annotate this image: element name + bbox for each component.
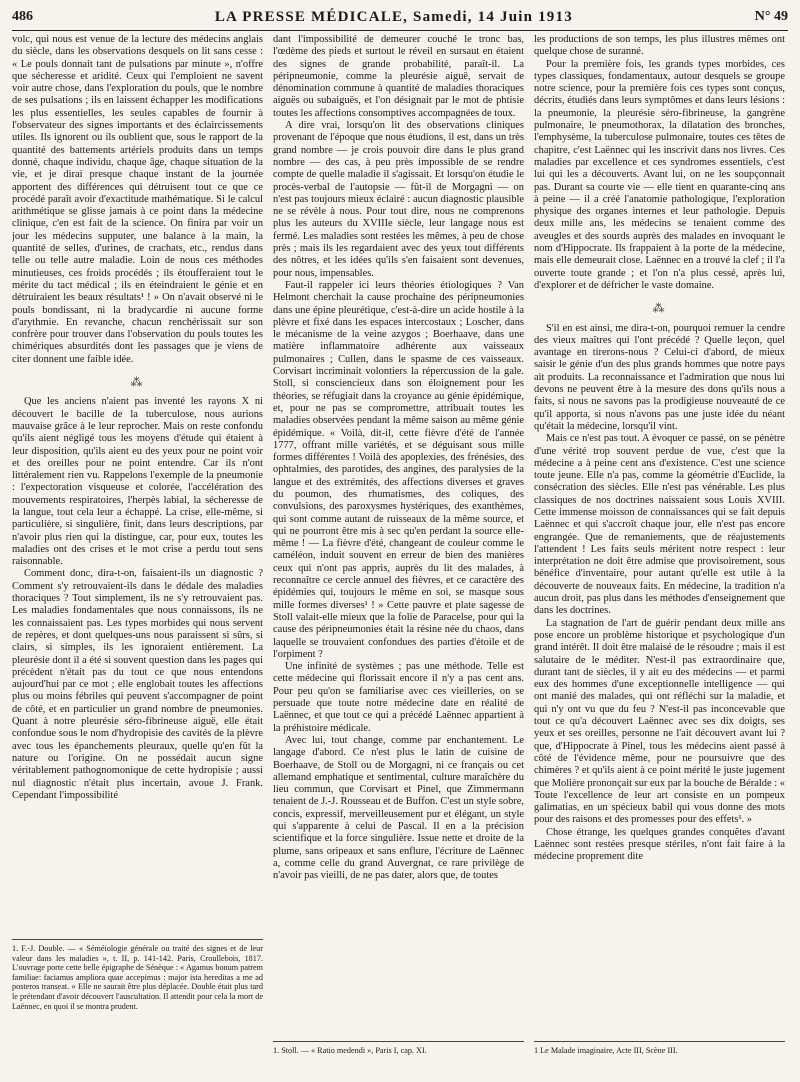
column-1 xyxy=(12,34,263,1072)
article-columns xyxy=(12,34,788,1072)
footnote-text: 1 Le Malade imaginaire, Acte III, Scène III. xyxy=(534,1046,678,1055)
paragraph: Pour la première fois, les grands types morbides, ces types classiques, fondamentaux, autour desquels se groupe notre science, pour la première fois ces types sont conçus, décrits, étudiés dans leurs symptômes et dans leurs lésions : la pneumonie, la pleurésie séro-fibrineuse, la gangrène pulmonaire, le pneumothorax, la dilatation des bronches, l'emphysème, la tuberculose pulmonaire, toutes ces têtes de chapitre, c'est Laënnec qui les inscrivit dans nos livres. Ces maladies par excellence et ces syndromes essentiels, c'est lui qui les a découverts. Avant lui, on ne les soupçonnait pas. Durant sa courte vie — elle tient en quarante-cinq ans à peine — il a créé l'anatomie pathologique, l'exploration physique des organes internes et leur pathologie. Depuis deux mille ans, les médecins se tenaient comme des aveugles et des sourds auprès des malades en invoquant le nom d'Hippocrate. Ils frappaient à la porte de la médecine, mais elle demeurait close. Laënnec en a trouvé la clef ; il l'a ouverte toute grande ; et l'on n'a plus cessé, après lui, d'explorer et de défricher le vaste domaine. xyxy=(534,58,785,291)
column-3 xyxy=(534,34,785,1072)
page-number: 486 xyxy=(12,9,33,24)
page-header xyxy=(12,4,788,31)
column-2 xyxy=(273,34,524,1072)
paragraph: S'il en est ainsi, me dira-t-on, pourquoi remuer la cendre des vieux maîtres qui l'ont précédé ? Quelle leçon, quel avantage en tirerons-nous ? Celui-ci d'abord, de mieux saisir le génie d'un des plus grands hommes que notre pays ait produits. La reconnaissance et l'admiration que nous lui devons ne peuvent être à la mesure des dons qu'ils nous a faits, si nous ne savons pas la prodigieuse nouveauté de ce qu'il apporta, si nous n'avons pas une juste idée du néant qu'était la médecine, lorsqu'il vint. xyxy=(534,322,785,432)
paragraph: Avec lui, tout change, comme par enchantement. Le langage d'abord. Ce n'est plus le latin de cuisine de Boerhaave, de Stoll ou de Morgagni, ni ce français ou cet allemand emphatique et sentimental, culture maraîchère du lieu commun, que Corvisart et Pinel, que Zimmermann tenaient de J.-J. Rousseau et de Buffon. C'est un style sobre, concis, expressif, merveilleusement pur et élégant, un style qui s'apparente à celui de Pascal. Il en a la précision scientifique et la force singulière. Issue nette et droite de la plume, sans oripeaux et sans enflure, l'écriture de Laënnec a, comme celle du grand Auvergnat, ce rare privilège de n'avoir pas vieilli, de ne pas dater, alors que, de toutes xyxy=(273,734,524,882)
issue-number: N° 49 xyxy=(754,9,788,24)
paragraph: volc, qui nous est venue de la lecture des médecins anglais du siècle, dans les observations desquels on lit sans cesse : « Le pouls donnait tant de pulsations par minute », n'offre que sécheresse et aridité. Ceux qui l'emploient ne savent voir autre chose, dans l'exploration du pouls, que le nombre de ses pulsations ; ils en laissent échapper les modifications les plus essentielles, les seules capables de fournir à l'observateur des signes importants et des éclaircissements utiles. Ils ignorent ou ils oublient que, sous le rapport de la quantité des battements artériels produits dans un temps donné, chaque individu, chaque âge, chaque situation de la vie, et je dirai presque chaque instant de la journée apportent des différences qui détruisent tout ce que ce procédé paraît avoir d'exactitude mathématique. Si le calcul arithmétique se glisse jamais à ce point dans la médecine clinique, c'en est fait de la science. On finira par voir un jour les médecins supputer, une balance à la main, la quantité de selles, d'urines, de crachats, etc., rendus dans telle ou telle autre maladie. Loin de nous ces méthodes minutieuses, ces froids procédés ; ils étoufferaient tout le mérite du tact médical ; ils en éteindraient le génie et en détruiraient les beaux résultats¹ ! » On n'avait observé ni le pouls bondissant, ni la bradycardie ni aucune forme d'arythmie. En revanche, chacun renchérissait sur son confrère pour trouver dans l'observation du pouls toutes les chimériques absurdités dont les passages que je viens de citer donnent une faible idée. xyxy=(12,34,263,365)
footnote xyxy=(273,1041,524,1072)
footnote xyxy=(12,939,263,1072)
paragraph: Que les anciens n'aient pas inventé les rayons X ni découvert le bacille de la tuberculose, nous aurions mauvaise grâce à le leur reprocher. Mais on reste confondu qu'ils aient négligé tous les moyens d'étude qui étaient à leur disposition, qu'ils aient eu des yeux pour ne point voir et des oreilles pour ne point entendre. Car ils n'ont littéralement rien vu. Rappelons l'exemple de la pneumonie : l'expectoration visqueuse et colorée, l'accélération des mouvements respiratoires, l'herpès labial, la sécheresse de la langue, tout cela leur a échappé. La crise, elle-même, si particulière, si singulière, finit, dans leurs descriptions, par n'avoir plus rien qui la distingue, car, pour eux, toutes les maladies ont des crises et le mot crise a perdu tout sens raisonnable. xyxy=(12,396,263,568)
column-1-body xyxy=(12,34,263,939)
paragraph: Chose étrange, les quelques grandes conquêtes d'avant Laënnec sont restées presque stériles, n'ont fait faire à la médecine proprement dite xyxy=(534,826,785,863)
column-3-body xyxy=(534,34,785,1041)
paragraph: Comment donc, dira-t-on, faisaient-ils un diagnostic ? Comment s'y retrouvaient-ils dans le dédale des maladies thoraciques ? Tout simplement, ils ne s'y retrouvaient pas. Les maladies fondamentales que nous connaissons, ils ne les connaissaient pas. Les types morbides qui nous servent de repères, et dont quelques-uns nous paraissent si sûrs, si clairs, si simples, ils les ignoraient entièrement. La pleurésie dont il a été si souvent question dans les pages qui précèdent n'était pas du tout ce que nous entendons aujourd'hui par ce mot ; elle englobait toutes les affections plus ou moins fébriles qui peuvent s'accompagner de point de côté, et en particulier un grand nombre de pneumonies. Quant à notre pleurésie séro-fibrineuse aiguë, elle était confondue sous le nom d'hydropisie des cavités de la plèvre avec tous les épanchements pleuraux, quelle qu'en fût la nature ou l'origine. On ne possédait aucun signe véritablement pathognomonique de cette hydropisie ; aussi nul diagnostic n'était plus incertain, avoue J. Frank. Cependant l'impossibilité xyxy=(12,568,263,801)
paragraph: Faut-il rappeler ici leurs théories étiologiques ? Van Helmont cherchait la cause prochaine des péripneumonies dans une épine pleurétique, c'est-à-dire un acide hostile à la plèvre et fixé dans les espaces intercostaux ; Loscher, dans le mécanisme de la veine azygos ; Boerhaave, dans une matière inflammatoire adhérente aux vaisseaux pulmonaires ; Cullen, dans le spasme de ces vaisseaux. Corvisart incriminait volontiers la répercussion de la gale. Stoll, si consciencieux dans son éloignement pour les théories, se réfugiait dans la croyance au génie épidémique, et, pour ne pas se compromettre, attribuait toutes les maladies observées pendant la même saison au même génie épidémique. « Voilà, dit-il, cette fièvre d'été de l'année 1777, offrant mille variétés, et se déguisant sous mille formes différentes ! Voilà des apoplexies, des frénésies, des ophtalmies, des parotides, des angines, des paralysies de la langue et des extrémités, des affections diverses et graves du poumon, des rhumatismes, des coliques, des convulsions, des paroxysmes hystériques, des exanthèmes, qui sont comme autant de ruisseaux de la même source, et qui ne pourront être mis à sec qu'en perdant la source elle-même ! — La fièvre d'été, changeant de couleur comme le caméléon, induit souvent en erreur de bien des manières ceux qui n'ont pas appris, auprès du lit des malades, à reconnaître ce cercle annuel des fièvres, et ce caractère des épidémies qui, toujours le même en soi, se masque sous mille formes diverses¹ ! » Cette pauvre et plate sagesse de Stoll valait-elle mieux que la folie de Paracelse, pour qui la cause des péripneumonies était la résine née du chaos, dans laquelle se trouvaient confondues des parties d'étoile et de l'orpiment ? xyxy=(273,279,524,660)
publication-title: LA PRESSE MÉDICALE, Samedi, 14 Juin 1913 xyxy=(214,8,573,25)
section-separator: ⁂ xyxy=(130,375,145,390)
footnote-text: 1. F.-J. Double. — « Séméiologie générale ou traité des signes et de leur valeur dans les maladies », t. II, p. 141-142. Paris, Croullebois, 1817. L'ouvrage porte cette belle épigraphe de Sénèque : « Agamus bonum patrem familiae: faciamus ampliora quae accepimus : major ista hereditas a me ad posteros transeat. » Elle ne saurait être plus déplacée. Double était plus tard le prétendant d'avoir découvert l'auscultation. Il attendit pour cela la mort de Laënnec, en quoi il se montra prudent. xyxy=(12,944,263,1011)
paragraph: Une infinité de systèmes ; pas une méthode. Telle est cette médecine qui florissait encore il n'y a pas cent ans. Pour peu qu'on se familiarise avec ces vieilleries, on se persuade que toute notre médecine date en réalité de Laënnec, et que tout ce qui a précédé Laënnec appartient à la préhistoire médicale. xyxy=(273,661,524,734)
paragraph: dant l'impossibilité de demeurer couché le tronc bas, l'œdème des pieds et surtout le réveil en sursaut en étaient des signes de grande probabilité, paraît-il. La péripneumonie, comme la pleurésie aiguë, servait de dénomination commune à quantité de maladies thoraciques aiguës ou subaiguës, et l'on désignait par le mot de phtisie toutes les affections consomptives accompagnées de toux. xyxy=(273,34,524,119)
paragraph: les productions de son temps, les plus illustres mêmes ont quelque chose de suranné. xyxy=(534,34,785,58)
section-separator: ⁂ xyxy=(652,301,667,316)
column-2-body xyxy=(273,34,524,1041)
footnote-text: 1. Stoll. — « Ratio medendi », Paris I, cap. XI. xyxy=(273,1046,427,1055)
paragraph: A dire vrai, lorsqu'on lit des observations cliniques provenant de l'époque que nous étudions, il est, dans un très grand nombre — je crois pouvoir dire dans le plus grand nombre — des cas, à peu près impossible de se rendre compte de quelle maladie il s'agissait. Et lorsqu'on étudie le procès-verbal de l'autopsie — fût-il de Morgagni — on n'est pas toujours mieux éclairé : aucun diagnostic plausible ne se révèle à nous. Pour tout dire, nous ne comprenons plus les auteurs du XVIIIe siècle, leur langage nous est fermé. Les maladies sont restées les mêmes, à peu de chose près ; mais ils les regardaient avec des yeux tout différents des nôtres, et les idées qu'ils s'en faisaient sont devenues, pour nous, impensables. xyxy=(273,120,524,279)
paragraph: La stagnation de l'art de guérir pendant deux mille ans pose encore un problème historique et psychologique d'un grand intérêt. Il doit être malaisé de le résoudre ; mais il est salutaire de le méditer. N'est-il pas extraordinaire que, durant tant de siècles, il y ait eu des médecins — et parmi eux des hommes d'une exceptionnelle intelligence — qui ont manié des malades, qui ont réfléchi sur la maladie, et qui n'y ont vu que du feu ? N'est-il pas inconcevable que tout ce qu'a découvert Laënnec avec ses dix doigts, ses yeux et ses oreilles, personne ne l'ait découvert avant lui ? que, d'Hippocrate à Pinel, tous les médecins aient passé à côté de l'évidence même, pour ne poursuivre que des chimères ? et qu'ils aient à ce point mérité le juste jugement que Molière prononçait sur eux par la bouche de Béralde : « Toute l'excellence de leur art consiste en un pompeux galimatias, en un spécieux babil qui vous donne des mots pour des raisons et des promesses pour des effets¹. » xyxy=(534,617,785,826)
paragraph: Mais ce n'est pas tout. A évoquer ce passé, on se pénètre d'une vérité trop souvent perdue de vue, c'est que la médecine a à peine cent ans d'existence. C'est une science toute jeune. Elle n'a pas, comme la géométrie d'Euclide, la consécration des siècles. Elle n'est pas vénérable. Les plus classiques de nos doctrines naissaient sous Louis XVIII. Cette immense moisson de connaissances qui se fait depuis Laënnec et qui s'accroît chaque jour, elle n'est pas encore engrangée. Que de remaniements, que de réajustements l'attendent ! Les faits seuls méritent notre respect : leur interprétation ne doit être admise que provisoirement, sous bénéfice d'inventaire, pour autant qu'elle est utile à la découverte de nouveaux faits. En médecine, la tradition n'a aucun droit, pas plus dans les méthodes d'enseignement que dans les doctrines. xyxy=(534,433,785,617)
footnote xyxy=(534,1041,785,1072)
